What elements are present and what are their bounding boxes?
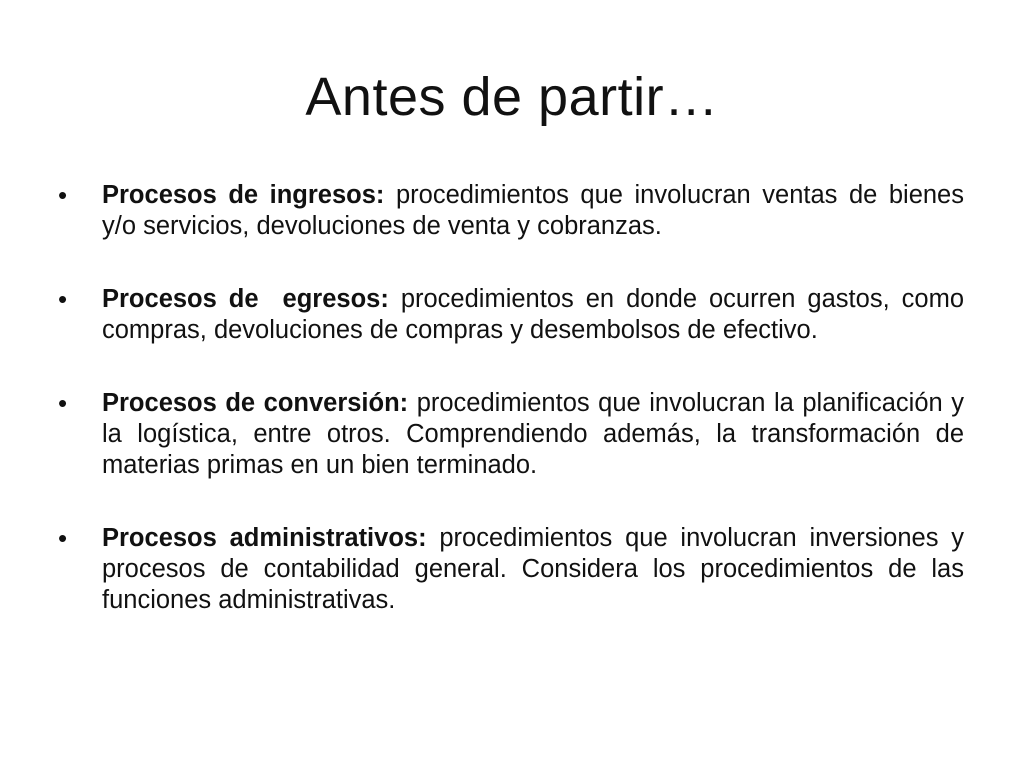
bullet-dot-icon: • bbox=[58, 284, 68, 314]
bullet-term: Procesos de conversión: bbox=[102, 389, 409, 417]
bullet-text: procedimientos que involucran inversiones y procesos de contabilidad general. Considera los procedimientos de las funciones administrativas. bbox=[102, 524, 964, 614]
bullet-item-egresos bbox=[58, 284, 964, 346]
bullet-term: Procesos de egresos: bbox=[102, 285, 389, 313]
bullet-dot-icon: • bbox=[58, 523, 68, 553]
bullet-term: Procesos administrativos: bbox=[102, 524, 427, 552]
bullet-item-conversion bbox=[58, 388, 964, 481]
bullet-item-administrativos bbox=[58, 523, 964, 616]
bullet-text: procedimientos que involucran ventas de bienes y/o servicios, devoluciones de venta y cobranzas. bbox=[102, 181, 964, 240]
bullet-term: Procesos de ingresos: bbox=[102, 181, 385, 209]
slide-title: Antes de partir… bbox=[305, 67, 719, 127]
bullet-list bbox=[58, 180, 964, 658]
bullet-text: procedimientos en donde ocurren gastos, como compras, devoluciones de compras y desembolsos de efectivo. bbox=[102, 285, 964, 344]
bullet-item-ingresos bbox=[58, 180, 964, 242]
bullet-dot-icon: • bbox=[58, 388, 68, 418]
bullet-dot-icon: • bbox=[58, 180, 68, 210]
bullet-text: procedimientos que involucran la planificación y la logística, entre otros. Comprendiendo además, la transformación de materias primas en un bien terminado. bbox=[102, 389, 964, 479]
